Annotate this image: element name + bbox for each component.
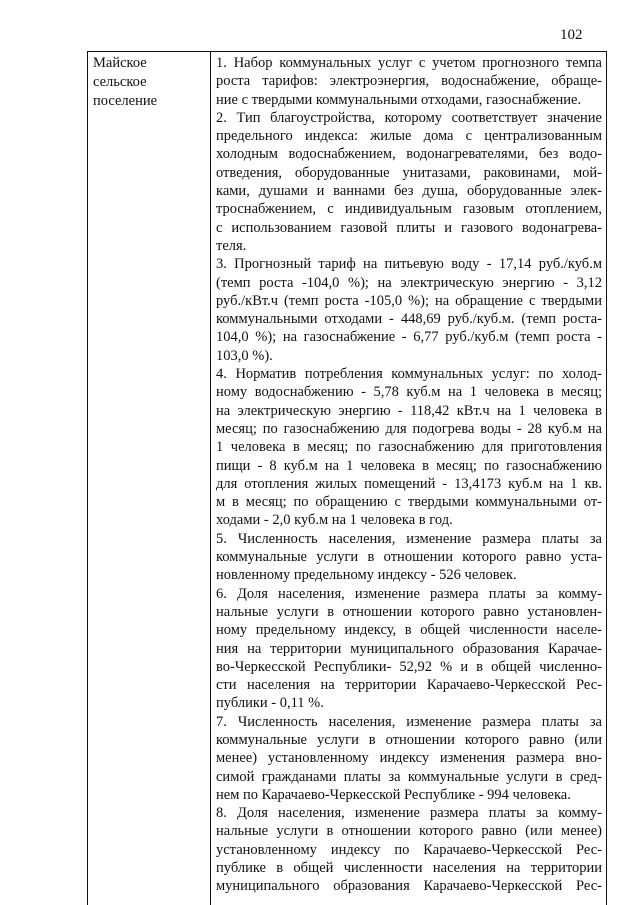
text-line: 104,0 %); на газоснабжение - 6,77 руб./куб.м (темп роста - [216, 329, 602, 346]
text-line: новленному предельному индексу - 526 человек. [216, 567, 517, 584]
text-line: 3. Прогнозный тариф на питьевую воду - 17,14 руб./куб.м [216, 256, 602, 273]
municipality-cell [88, 52, 210, 111]
text-line: менее) установленному индексу изменения размера вно- [216, 750, 602, 767]
text-line: 103,0 %). [216, 347, 273, 364]
text-line: 4. Норматив потребления коммунальных услуг: по холод- [216, 366, 602, 383]
text-line: во-Черкесской Республики- 52,92 % и в общей численно- [216, 658, 602, 675]
text-line: сти населения на территории Карачаево-Черкесской Рес- [216, 677, 602, 694]
text-line: публике в общей численности населения на территории [216, 860, 602, 877]
text-line: коммунальные услуги в отношении которого равно (или [216, 731, 602, 748]
text-line: публики - 0,11 %. [216, 695, 324, 712]
municipality-name-line: сельское [93, 74, 147, 90]
text-line: теля. [216, 237, 247, 254]
description-cell [216, 54, 602, 896]
text-line: месяц; по газоснабжению для подогрева воды - 28 куб.м на [216, 420, 602, 437]
text-line: на электрическую энергию - 118,42 кВт.ч на 1 человека в [216, 402, 602, 419]
text-line: коммунальные услуги в отношении которого равно уста- [216, 549, 602, 566]
text-line: 5. Численность населения, изменение размера платы за [216, 530, 602, 547]
text-line: пищи - 8 куб.м на 1 человека в месяц; по газоснабжению [216, 457, 602, 474]
text-line: муниципального образования Карачаево-Черкесской Рес- [216, 878, 602, 895]
text-line: 8. Доля населения, изменение размера платы за комму- [216, 805, 602, 822]
column-divider [210, 52, 211, 905]
text-line: нальные услуги в отношении которого равно (или менее) [216, 823, 602, 840]
text-line: м в месяц; по обращению с твердыми коммунальными от- [216, 494, 602, 511]
text-line: ние с твердыми коммунальными отходами, газоснабжение. [216, 91, 582, 108]
text-line: роста тарифов: электроэнергия, водоснабжение, обраще- [216, 73, 602, 90]
text-line: 7. Численность населения, изменение размера платы за [216, 713, 602, 730]
text-line: холодным водоснабжением, водонагревателями, без водо- [216, 146, 602, 163]
text-line: ками, душами и ваннами без душа, оборудованные элек- [216, 183, 602, 200]
text-line: ния на территории муниципального образования Карачае- [216, 640, 602, 657]
text-line: 6. Доля населения, изменение размера платы за комму- [216, 585, 602, 602]
text-line: (темп роста -104,0 %); на электрическую энергию - 3,12 [216, 274, 602, 291]
text-line: троснабжением, с индивидуальным газовым отоплением, [216, 201, 602, 218]
text-line: 1 человека в месяц; по газоснабжению для приготовления [216, 439, 602, 456]
text-line: нальные услуги в отношении которого равно установлен- [216, 603, 602, 620]
text-line: ному предельному индексу, в общей численности населе- [216, 622, 602, 639]
text-line: ному водоснабжению - 5,78 куб.м на 1 человека в месяц; [216, 384, 602, 401]
text-line: с использованием газовой плиты и газового водонагрева- [216, 219, 602, 236]
text-line: предельного индекса: жилые дома с централизованным [216, 128, 602, 145]
text-line: 1. Набор коммунальных услуг с учетом прогнозного темпа [216, 55, 602, 71]
text-line: коммунальными отходами - 448,69 руб./куб.м. (темп роста- [216, 311, 602, 328]
municipality-name-line: поселение [93, 93, 158, 109]
text-line: ходами - 2,0 куб.м на 1 человека в год. [216, 512, 453, 529]
municipality-name-line: Майское [93, 55, 147, 71]
text-line: симой гражданами платы за коммунальные услуги в сред- [216, 768, 602, 785]
text-line: установленному индексу по Карачаево-Черкесской Рес- [216, 841, 602, 858]
text-line: 2. Тип благоустройства, которому соответствует значение [216, 109, 602, 126]
text-line: отведения, оборудованные унитазами, раковинами, мой- [216, 164, 602, 181]
document-table [87, 51, 607, 905]
page-number: 102 [560, 27, 583, 43]
text-line: нем по Карачаево-Черкесской Республике - 994 человека. [216, 786, 571, 803]
text-line: руб./кВт.ч (темп роста -105,0 %); на обращение с твердыми [216, 292, 602, 309]
text-line: для отопления жилых помещений - 13,4173 куб.м на 1 кв. [216, 475, 602, 492]
